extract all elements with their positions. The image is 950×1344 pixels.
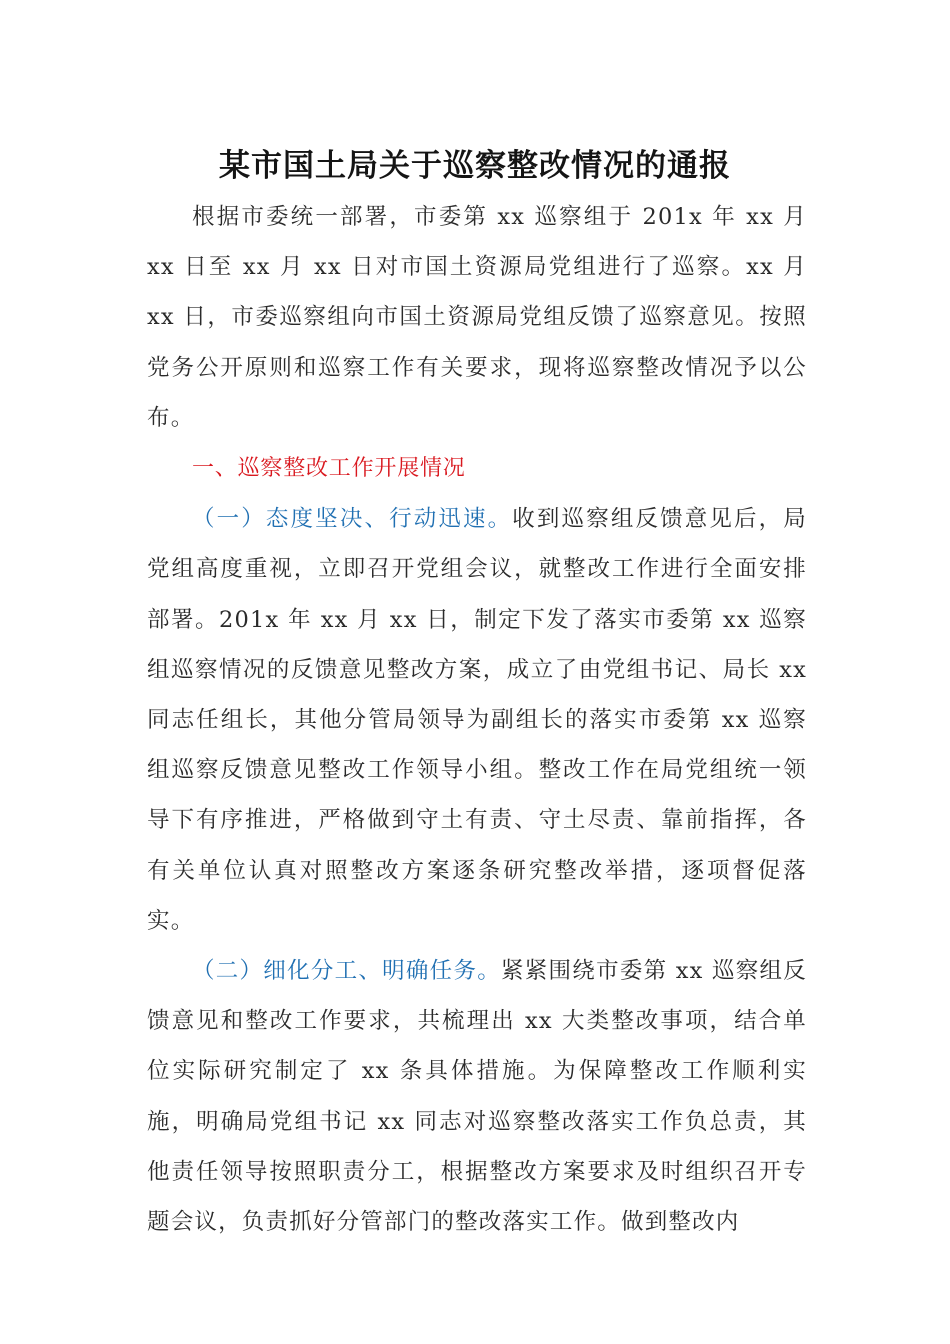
- sub1-body: 收到巡察组反馈意见后，局党组高度重视，立即召开党组会议，就整改工作进行全面安排部署。201x 年 xx 月 xx 日，制定下发了落实市委第 xx 巡察组巡察情况的反馈意见整改方案，成立了由党组书记、局长 xx 同志任组长，其他分管局领导为副组长的落实市委第 xx 巡察组巡察反馈意见整改工作领导小组。整改工作在局党组统一领导下有序推进，严格做到守土有责、守土尽责、靠前指挥，各有关单位认真对照整改方案逐条研究整改举措，逐项督促落实。: [147, 506, 807, 934]
- sub2-paragraph: [147, 946, 807, 1247]
- section-heading: [147, 443, 807, 494]
- sub1-title: （一）态度坚决、行动迅速。: [192, 506, 513, 533]
- document-title: 某市国土局关于巡察整改情况的通报: [219, 148, 731, 184]
- sub2-body: 紧紧围绕市委第 xx 巡察组反馈意见和整改工作要求，共梳理出 xx 大类整改事项，结合单位实际研究制定了 xx 条具体措施。为保障整改工作顺利实施，明确局党组书记 xx 同志对巡察整改落实工作负总责，其他责任领导按照职责分工，根据整改方案要求及时组织召开专题会议，负责抓好分管部门的整改落实工作。做到整改内: [147, 958, 808, 1236]
- intro-paragraph: 根据市委统一部署，市委第 xx 巡察组于 201x 年 xx 月 xx 日至 xx 月 xx 日对市国土资源局党组进行了巡察。xx 月 xx 日，市委巡察组向市国土资源局党组反馈了巡察意见。按照党务公开原则和巡察工作有关要求，现将巡察整改情况予以公布。: [147, 204, 807, 431]
- document-body: [147, 192, 807, 1247]
- sub2-title: （二）细化分工、明确任务。: [192, 958, 501, 985]
- sub1-paragraph: [147, 494, 807, 946]
- section1-heading: 一、巡察整改工作开展情况: [192, 456, 466, 482]
